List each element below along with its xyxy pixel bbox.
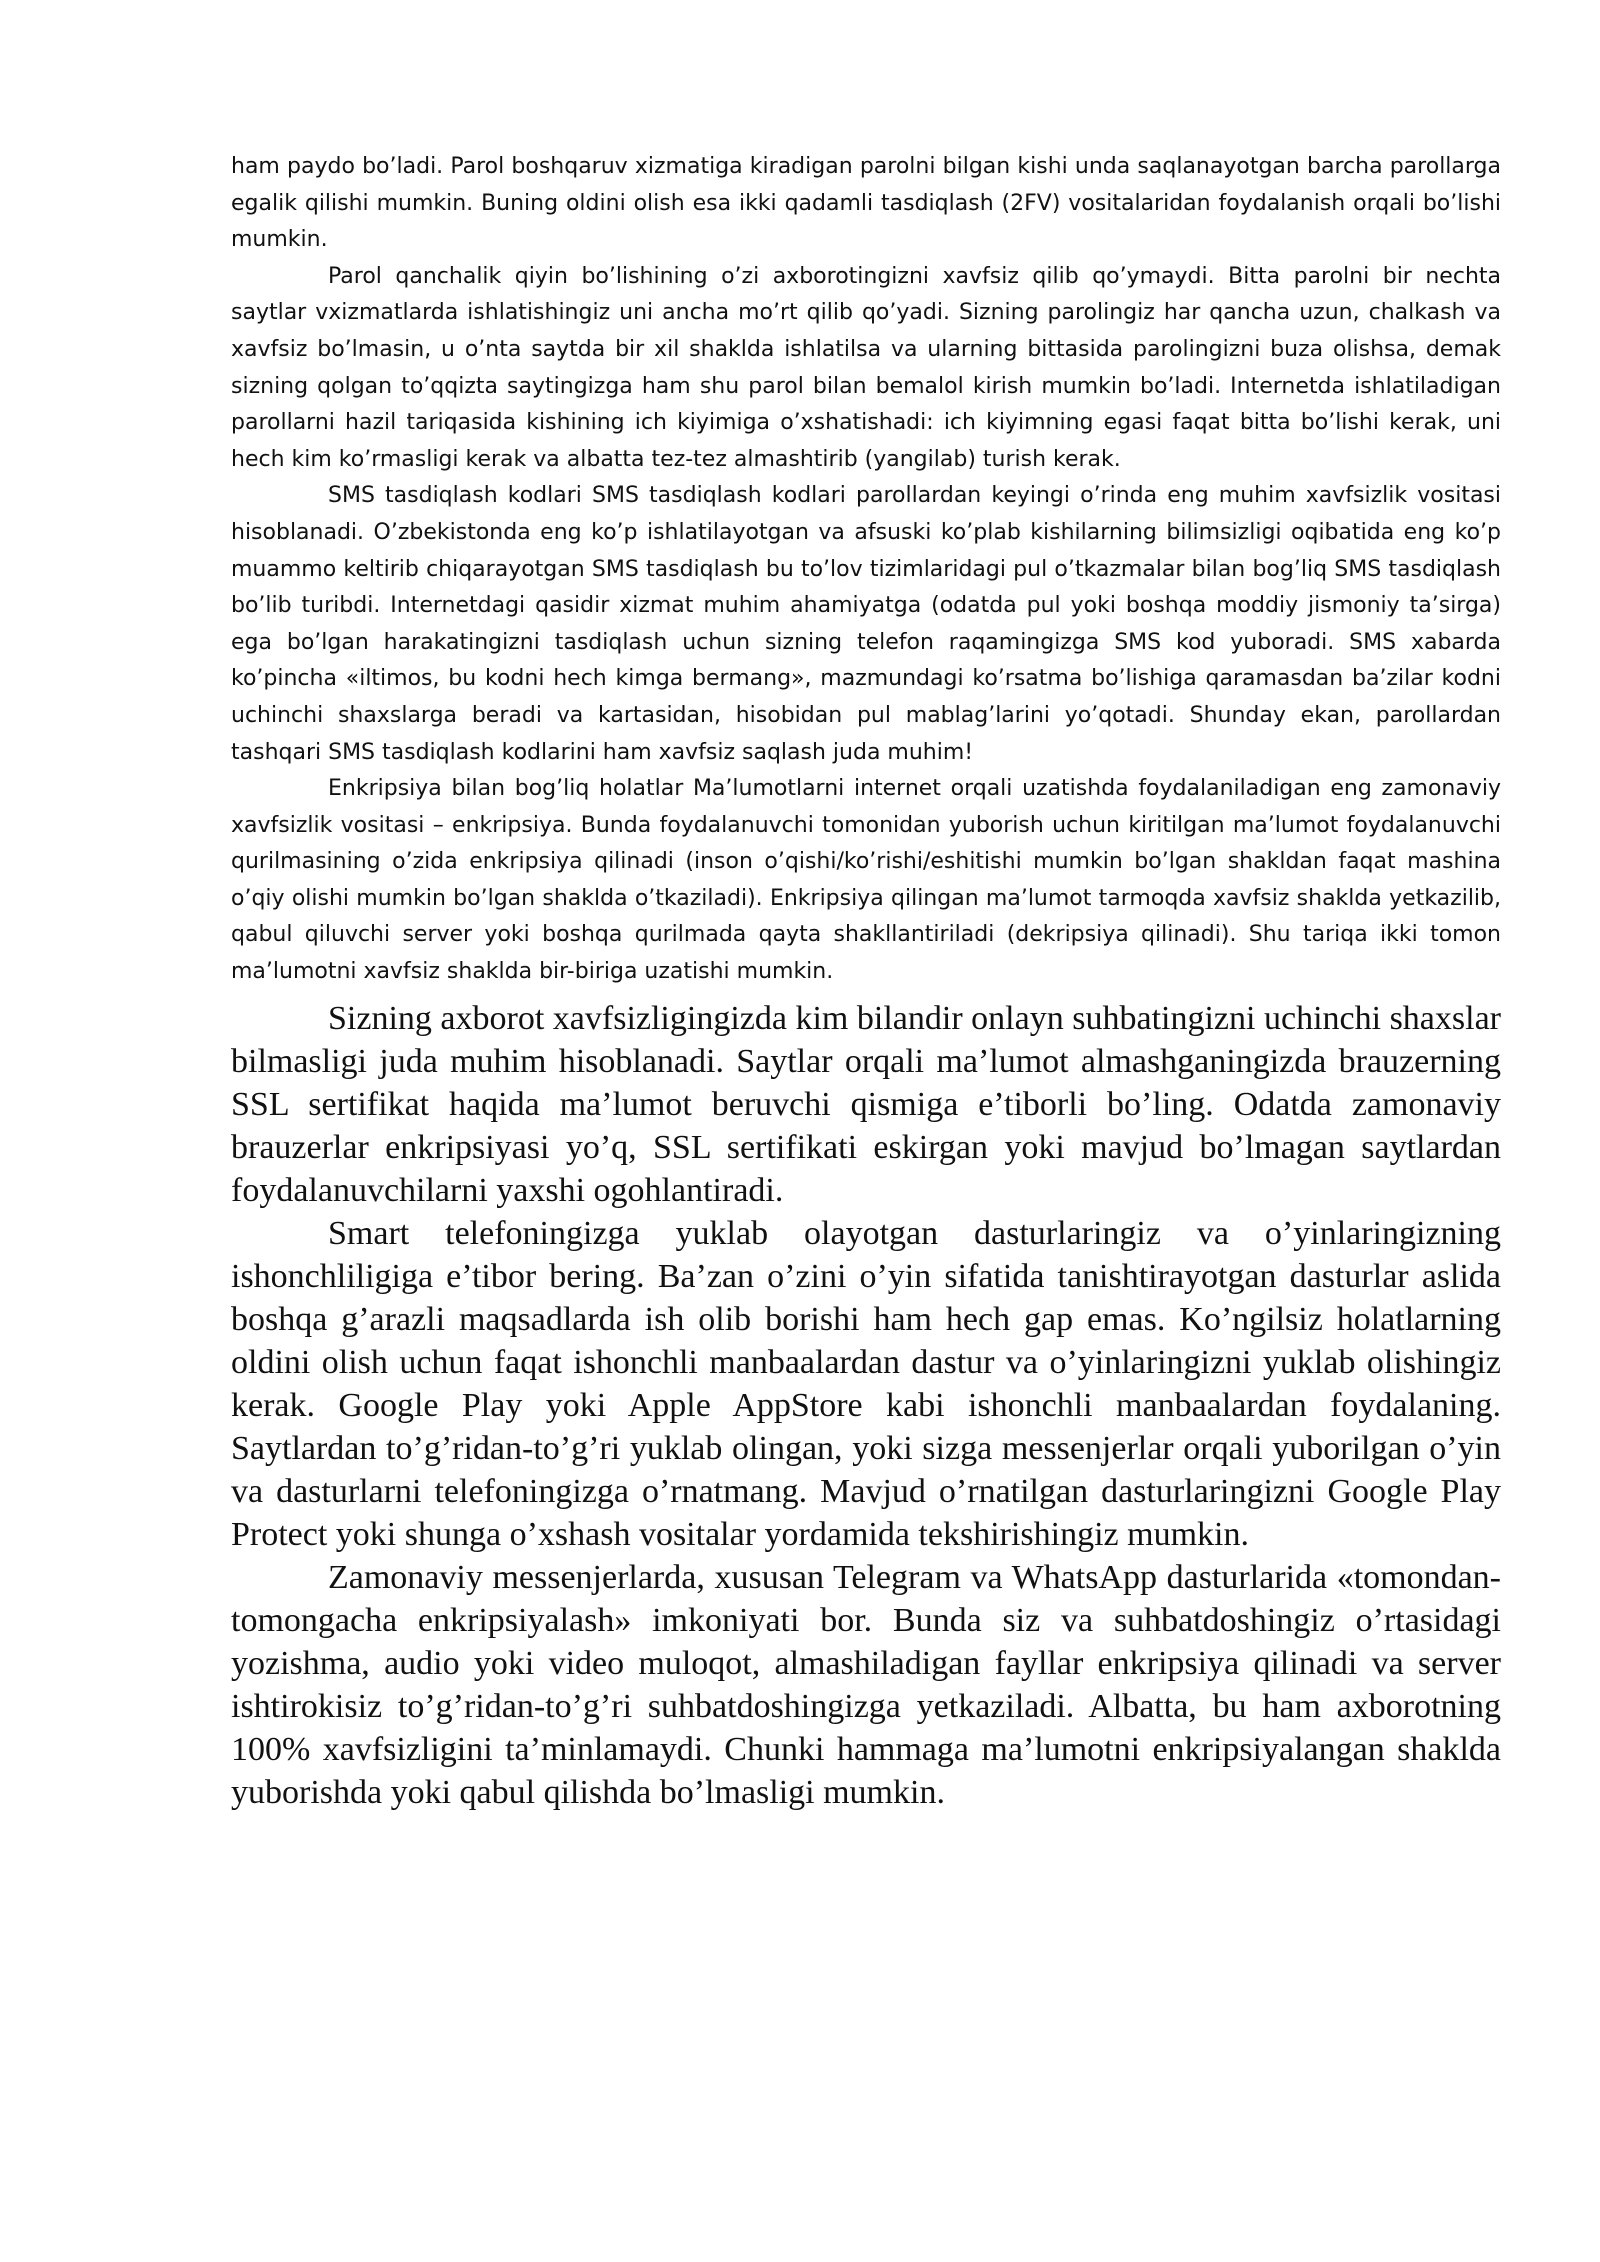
paragraph-password-manager-continuation: ham paydo bo’ladi. Parol boshqaruv xizmatiga kiradigan parolni bilgan kishi unda saqlanayotgan barcha parollarga egalik qilishi mumkin. Buning oldini olish esa ikki qadamli tasdiqlash (2FV) vositalaridan foydalanish orqali bo’lishi mumkin. <box>231 154 1501 253</box>
large-text-section <box>231 997 1501 1814</box>
paragraph-password-reuse: Parol qanchalik qiyin bo’lishining o’zi axborotingizni xavfsiz qilib qo’ymaydi. Bitta parolni bir nechta saytlar vxizmatlarda ishlatishingiz uni ancha mo’rt qilib qo’yadi. Sizning parolingiz har qancha uzun, chalkash va xavfsiz bo’lmasin, u o’nta saytda bir xil shaklda ishlatilsa va ularning bittasida parolingizni buza olishsa, demak sizning qolgan to’qqizta saytingizga ham shu parol bilan bemalol kirish mumkin bo’ladi. Internetda ishlatiladigan parollarni hazil tariqasida kishining ich kiyimiga o’xshatishadi: ich kiyimning egasi faqat bitta bo’lishi kerak, uni hech kim ko’rmasligi kerak va albatta tez-tez almashtirib (yangilab) turish kerak. <box>231 263 1501 472</box>
paragraph-encryption: Enkripsiya bilan bog’liq holatlar Ma’lumotlarni internet orqali uzatishda foydalaniladigan eng zamonaviy xavfsizlik vositasi – enkripsiya. Bunda foydalanuvchi tomonidan yuborish uchun kiritilgan ma’lumot foydalanuvchi qurilmasining o’zida enkripsiya qilinadi (inson o’qishi/ko’rishi/eshitishi mumkin bo’lgan shakldan faqat mashina o’qiy olishi mumkin bo’lgan shaklda o’tkaziladi). Enkripsiya qilingan ma’lumot tarmoqda xavfsiz shaklda yetkazilib, qabul qiluvchi server yoki boshqa qurilmada qayta shakllantiriladi (dekripsiya qilinadi). Shu tariqa ikki tomon ma’lumotni xavfsiz shaklda bir-biriga uzatishi mumkin. <box>231 776 1501 985</box>
small-text-section <box>231 149 1501 991</box>
paragraph-sms-codes: SMS tasdiqlash kodlari SMS tasdiqlash kodlari parollardan keyingi o’rinda eng muhim xavfsizlik vositasi hisoblanadi. O’zbekistonda eng ko’p ishlatilayotgan va afsuski ko’plab kishilarning bilimsizligi oqibatida eng ko’p muammo keltirib chiqarayotgan SMS tasdiqlash bu to’lov tizimlaridagi pul o’tkazmalar bilan bog’liq SMS tasdiqlash bo’lib turibdi. Internetdagi qasidir xizmat muhim ahamiyatga (odatda pul yoki boshqa moddiy jismoniy ta’sirga) ega bo’lgan harakatingizni tasdiqlash uchun sizning telefon raqamingizga SMS kod yuboradi. SMS xabarda ko’pincha «iltimos, bu kodni hech kimga bermang», mazmundagi ko’rsatma bo’lishiga qaramasdan ba’zilar kodni uchinchi shaxslarga beradi va kartasidan, hisobidan pul mablag’larini yo’qotadi. Shunday ekan, parollardan tashqari SMS tasdiqlash kodlarini ham xavfsiz saqlash juda muhim! <box>231 483 1501 765</box>
paragraph-app-trust: Smart telefoningizga yuklab olayotgan dasturlaringiz va o’yinlaringizning ishonchliligiga e’tibor bering. Ba’zan o’zini o’yin sifatida tanishtirayotgan dasturlar aslida boshqa g’arazli maqsadlarda ish olib borishi ham hech gap emas. Ko’ngilsiz holatlarning oldini olish uchun faqat ishonchli manbaalardan dastur va o’yinlaringizni yuklab olishingiz kerak. Google Play yoki Apple AppStore kabi ishonchli manbaalardan foydalaning. Saytlardan to’g’ridan-to’g’ri yuklab olingan, yoki sizga messenjerlar orqali yuborilgan o’yin va dasturlarni telefoningizga o’rnatmang. Mavjud o’rnatilgan dasturlaringizni Google Play Protect yoki shunga o’xshash vositalar yordamida tekshirishingiz mumkin. <box>231 1214 1501 1553</box>
document-body <box>231 149 1501 1814</box>
paragraph-messenger-encryption: Zamonaviy messenjerlarda, xususan Telegram va WhatsApp dasturlarida «tomondan-tomongacha enkripsiyalash» imkoniyati bor. Bunda siz va suhbatdoshingiz o’rtasidagi yozishma, audio yoki video muloqot, almashiladigan fayllar enkripsiya qilinadi va server ishtirokisiz to’g’ridan-to’g’ri suhbatdoshingizga yetkaziladi. Albatta, bu ham axborotning 100% xavfsizligini ta’minlamaydi. Chunki hammaga ma’lumotni enkripsiyalangan shaklda yuborishda yoki qabul qilishda bo’lmasligi mumkin. <box>231 1558 1501 1811</box>
paragraph-ssl-certificate: Sizning axborot xavfsizligingizda kim bilandir onlayn suhbatingizni uchinchi shaxslar bilmasligi juda muhim hisoblanadi. Saytlar orqali ma’lumot almashganingizda brauzerning SSL sertifikat haqida ma’lumot beruvchi qismiga e’tiborli bo’ling. Odatda zamonaviy brauzerlar enkripsiyasi yo’q, SSL sertifikati eskirgan yoki mavjud bo’lmagan saytlardan foydalanuvchilarni yaxshi ogohlantiradi. <box>231 999 1501 1209</box>
